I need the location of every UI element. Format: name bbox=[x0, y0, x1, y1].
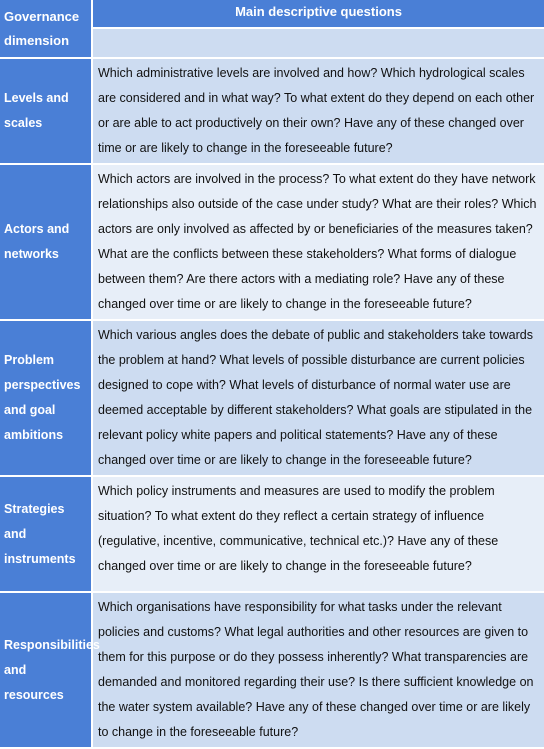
dimension-cell: Responsibilities and resources bbox=[0, 592, 92, 748]
questions-cell: Which actors are involved in the process? To what extent do they have network relationships also outside of the case under study? What are their roles? Which actors are only involved as affected by or beneficiaries of the measures taken? What are the conflicts between these stakeholders? What forms of dialogue between them? Are there actors with a mediating role? Have any of these changed over time or are likely to change in the foreseeable future? bbox=[92, 164, 544, 320]
table-row bbox=[0, 164, 544, 320]
dimension-cell: Problem perspectives and goal ambitions bbox=[0, 320, 92, 476]
table-row bbox=[0, 476, 544, 592]
header-governance-dimension: Governance dimension bbox=[0, 0, 92, 58]
questions-cell: Which administrative levels are involved and how? Which hydrological scales are considered and in what way? To what extent do they depend on each other or are able to act productively on their own? Have any of these changed over time or are likely to change in the foreseeable future? bbox=[92, 58, 544, 164]
questions-cell: Which various angles does the debate of public and stakeholders take towards the problem at hand? What levels of possible disturbance are current policies designed to cope with? What levels of disturbance of normal water use are deemed acceptable by different stakeholders? What goals are stipulated in the relevant policy white papers and political statements? Have any of these changed over time or are likely to change in the foreseeable future? bbox=[92, 320, 544, 476]
table-row bbox=[0, 320, 544, 476]
questions-cell: Which organisations have responsibility for what tasks under the relevant policies and customs? What legal authorities and other resources are given to them for this purpose or do they possess inherently? What transparencies are demanded and monitored regarding their use? Is there sufficient knowledge on the water system available? Have any of these changed over time or are likely to change in the foreseeable future? bbox=[92, 592, 544, 748]
table-row bbox=[0, 58, 544, 164]
dimension-cell: Levels and scales bbox=[0, 58, 92, 164]
header-empty-cell bbox=[92, 28, 544, 58]
table-header-row bbox=[0, 0, 544, 28]
header-main-descriptive-questions: Main descriptive questions bbox=[92, 0, 544, 28]
table-row bbox=[0, 592, 544, 748]
questions-cell: Which policy instruments and measures are used to modify the problem situation? To what extent do they reflect a certain strategy of influence (regulative, incentive, communicative, technical etc.)? Have any of these changed over time or are likely to change in the foreseeable future? bbox=[92, 476, 544, 592]
dimension-cell: Strategies and instruments bbox=[0, 476, 92, 592]
dimension-cell: Actors and networks bbox=[0, 164, 92, 320]
